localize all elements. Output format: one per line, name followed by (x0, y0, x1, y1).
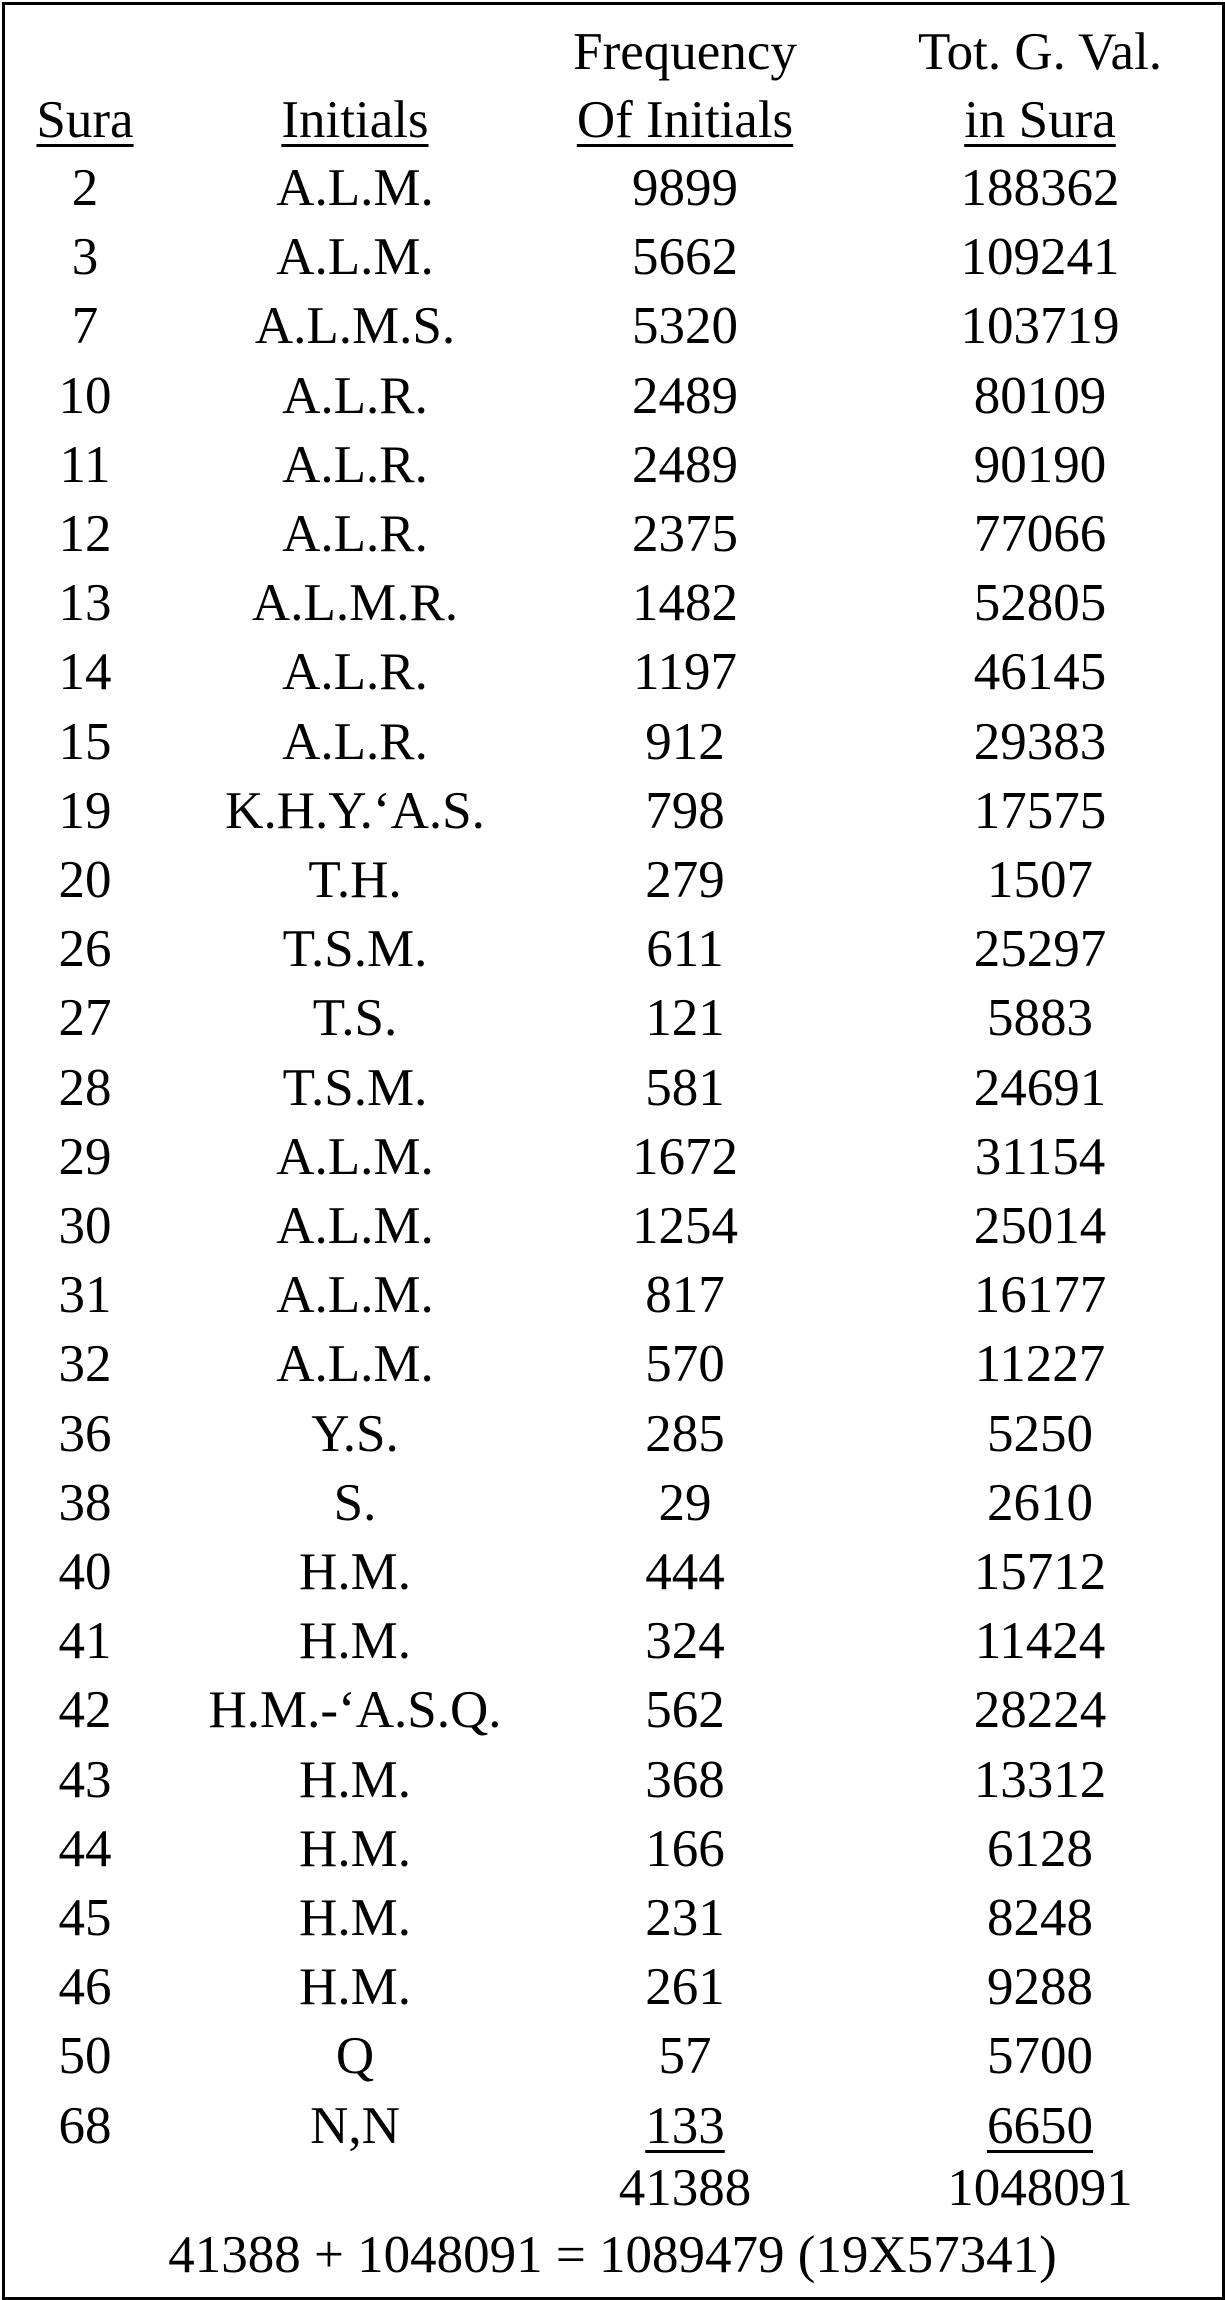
sura-cell (0, 1058, 170, 1118)
frequency-cell (545, 1473, 825, 1533)
header-frequency-cell (545, 90, 825, 150)
sura-cell-text: 44 (58, 1820, 112, 1878)
total-cell (860, 2026, 1220, 2086)
frequency-cell-text: 562 (645, 1681, 725, 1739)
initials-cell-text: Q (335, 2027, 375, 2085)
frequency-cell-text: 368 (645, 1751, 725, 1809)
total-cell (860, 1888, 1220, 1948)
sura-cell (0, 435, 170, 495)
initials-cell (185, 988, 525, 1048)
frequency-cell-text: 2489 (632, 436, 738, 494)
frequency-cell (545, 1196, 825, 1256)
sura-cell (0, 366, 170, 426)
initials-cell (185, 781, 525, 841)
total-cell (860, 435, 1220, 495)
frequency-cell (545, 1750, 825, 1810)
total-cell (860, 1473, 1220, 1533)
sura-cell (0, 1957, 170, 2017)
total-cell (860, 1127, 1220, 1187)
sura-cell (0, 1127, 170, 1187)
initials-cell-text: T.S. (312, 989, 398, 1047)
header-total-line1: Tot. G. Val. (917, 23, 1163, 81)
sura-cell (0, 2096, 170, 2156)
frequency-cell (545, 573, 825, 633)
total-cell-text: 5700 (987, 2027, 1093, 2085)
total-cell-text: 188362 (960, 159, 1120, 217)
initials-cell (185, 1750, 525, 1810)
frequency-cell-text: 1197 (632, 643, 738, 701)
total-cell-text: 109241 (960, 228, 1120, 286)
sura-cell-text: 2 (71, 159, 99, 217)
header-initials-cell (185, 90, 525, 150)
sura-cell (0, 1819, 170, 1879)
initials-cell (185, 435, 525, 495)
frequency-cell-text: 261 (645, 1958, 725, 2016)
frequency-cell (545, 1611, 825, 1671)
sura-cell (0, 712, 170, 772)
sura-cell (0, 504, 170, 564)
sura-cell-text: 11 (59, 436, 111, 494)
total-cell (860, 504, 1220, 564)
total-cell-text: 1507 (987, 851, 1093, 909)
frequency-cell (545, 1334, 825, 1394)
sura-cell (0, 988, 170, 1048)
total-cell (860, 573, 1220, 633)
sura-cell-text: 36 (58, 1405, 112, 1463)
initials-cell (185, 1680, 525, 1740)
initials-cell-text: A.L.R. (282, 436, 428, 494)
sura-cell-text: 43 (58, 1751, 112, 1809)
frequency-cell-text: 581 (645, 1059, 725, 1117)
initials-cell-text: H.M. (299, 1958, 411, 2016)
total-cell (860, 850, 1220, 910)
initials-cell-text: A.L.M.R. (251, 574, 459, 632)
header-sura: Sura (36, 91, 134, 149)
frequency-cell-text: 570 (645, 1335, 725, 1393)
sura-cell-text: 50 (58, 2027, 112, 2085)
initials-cell (185, 296, 525, 356)
total-cell (860, 296, 1220, 356)
initials-cell-text: H.M. (299, 1820, 411, 1878)
sura-cell-text: 19 (58, 782, 112, 840)
initials-cell-text: A.L.M. (276, 228, 434, 286)
header-frequency-line2: Of Initials (576, 91, 794, 149)
total-cell (860, 1680, 1220, 1740)
frequency-cell (545, 1404, 825, 1464)
initials-cell-text: N,N (310, 2097, 400, 2155)
total-cell (860, 988, 1220, 1048)
frequency-cell (545, 988, 825, 1048)
sura-cell-text: 14 (58, 643, 112, 701)
frequency-cell (545, 1542, 825, 1602)
summary-line: 41388 + 1048091 = 1089479 (19X57341) (168, 2226, 1057, 2284)
frequency-cell (545, 919, 825, 979)
frequency-cell-text: 1254 (632, 1197, 738, 1255)
total-cell-text: 25297 (973, 920, 1107, 978)
total-cell (860, 1819, 1220, 1879)
total-cell-text: 52805 (973, 574, 1107, 632)
sura-cell (0, 1750, 170, 1810)
total-cell (860, 1957, 1220, 2017)
initials-cell (185, 1957, 525, 2017)
total-cell-text: 29383 (973, 713, 1107, 771)
total-cell (860, 1196, 1220, 1256)
total-gematria: 1048091 (947, 2159, 1133, 2217)
sura-cell-text: 38 (58, 1474, 112, 1532)
total-cell-text: 11227 (974, 1335, 1106, 1393)
sura-cell (0, 919, 170, 979)
initials-cell-text: A.L.R. (282, 367, 428, 425)
initials-cell-text: T.H. (308, 851, 402, 909)
frequency-cell (545, 1265, 825, 1325)
initials-cell-text: A.L.M. (276, 1197, 434, 1255)
initials-cell-text: S. (333, 1474, 377, 1532)
initials-cell-text: H.M. (299, 1751, 411, 1809)
total-cell-text: 5883 (987, 989, 1093, 1047)
total-cell (860, 1058, 1220, 1118)
initials-cell-text: H.M. (299, 1612, 411, 1670)
frequency-cell (545, 2096, 825, 2156)
total-cell (860, 158, 1220, 218)
sura-cell (0, 781, 170, 841)
total-cell (860, 1265, 1220, 1325)
frequency-cell-text: 285 (645, 1405, 725, 1463)
sura-cell-text: 45 (58, 1889, 112, 1947)
total-cell (860, 227, 1220, 287)
total-cell-text: 17575 (973, 782, 1107, 840)
frequency-cell (545, 296, 825, 356)
sura-cell (0, 642, 170, 702)
initials-cell-text: T.S.M. (282, 920, 428, 978)
total-frequency: 41388 (618, 2159, 752, 2217)
sura-cell (0, 227, 170, 287)
sura-cell (0, 158, 170, 218)
sura-cell-text: 15 (58, 713, 112, 771)
initials-cell-text: A.L.M. (276, 1266, 434, 1324)
initials-cell-text: A.L.R. (282, 643, 428, 701)
initials-cell (185, 1888, 525, 1948)
header-initials: Initials (281, 91, 429, 149)
total-cell-text: 80109 (973, 367, 1107, 425)
initials-cell (185, 1058, 525, 1118)
sura-cell-text: 12 (58, 505, 112, 563)
frequency-cell (545, 1058, 825, 1118)
initials-cell (185, 2096, 525, 2156)
frequency-cell (545, 504, 825, 564)
total-cell-text: 6650 (987, 2097, 1093, 2155)
initials-cell-text: A.L.M. (276, 1128, 434, 1186)
header-sura-cell (0, 90, 170, 150)
initials-cell (185, 712, 525, 772)
initials-cell (185, 1542, 525, 1602)
total-cell-text: 6128 (987, 1820, 1093, 1878)
sura-cell-text: 27 (58, 989, 112, 1047)
frequency-cell (545, 1680, 825, 1740)
total-cell (860, 1404, 1220, 1464)
initials-cell-text: A.L.R. (282, 713, 428, 771)
frequency-cell (545, 227, 825, 287)
frequency-cell (545, 2026, 825, 2086)
frequency-cell-text: 231 (645, 1889, 725, 1947)
frequency-cell-text: 2489 (632, 367, 738, 425)
sura-cell-text: 20 (58, 851, 112, 909)
total-cell-text: 24691 (973, 1059, 1107, 1117)
initials-cell-text: H.M. (299, 1543, 411, 1601)
sura-cell-text: 32 (58, 1335, 112, 1393)
initials-cell-text: K.H.Y.‘A.S. (225, 782, 485, 840)
sura-cell (0, 1196, 170, 1256)
total-cell (860, 1611, 1220, 1671)
total-cell (860, 642, 1220, 702)
total-cell (860, 1750, 1220, 1810)
initials-cell (185, 1196, 525, 1256)
total-cell-text: 25014 (973, 1197, 1107, 1255)
sura-cell (0, 850, 170, 910)
initials-cell-text: A.L.M.S. (254, 297, 456, 355)
frequency-cell-text: 279 (645, 851, 725, 909)
frequency-cell-text: 1672 (632, 1128, 738, 1186)
initials-cell (185, 2026, 525, 2086)
total-cell-text: 16177 (973, 1266, 1107, 1324)
total-cell (860, 366, 1220, 426)
total-cell-text: 13312 (973, 1751, 1107, 1809)
sura-cell-text: 28 (58, 1059, 112, 1117)
initials-cell (185, 1265, 525, 1325)
frequency-cell-text: 912 (645, 713, 725, 771)
sura-cell (0, 1334, 170, 1394)
initials-cell (185, 1819, 525, 1879)
sura-cell (0, 1680, 170, 1740)
initials-cell (185, 1404, 525, 1464)
frequency-cell (545, 1127, 825, 1187)
initials-cell-text: T.S.M. (282, 1059, 428, 1117)
initials-cell (185, 850, 525, 910)
frequency-cell-text: 2375 (632, 505, 738, 563)
frequency-cell-text: 444 (645, 1543, 725, 1601)
frequency-cell (545, 1888, 825, 1948)
sura-cell-text: 31 (58, 1266, 112, 1324)
initials-cell (185, 504, 525, 564)
sura-cell-text: 42 (58, 1681, 112, 1739)
sura-cell (0, 2026, 170, 2086)
total-cell-text: 77066 (973, 505, 1107, 563)
initials-cell (185, 1127, 525, 1187)
total-cell (860, 712, 1220, 772)
initials-cell (185, 1611, 525, 1671)
frequency-cell-text: 5662 (632, 228, 738, 286)
frequency-cell (545, 642, 825, 702)
initials-cell-text: Y.S. (311, 1405, 399, 1463)
total-cell-text: 9288 (987, 1958, 1093, 2016)
initials-cell (185, 919, 525, 979)
initials-cell (185, 573, 525, 633)
initials-cell (185, 227, 525, 287)
frequency-cell-text: 57 (658, 2027, 712, 2085)
sura-cell-text: 40 (58, 1543, 112, 1601)
sura-cell-text: 30 (58, 1197, 112, 1255)
sura-cell (0, 1542, 170, 1602)
sura-cell-text: 10 (58, 367, 112, 425)
sura-cell-text: 13 (58, 574, 112, 632)
frequency-cell-text: 29 (658, 1474, 712, 1532)
sura-cell-text: 7 (71, 297, 99, 355)
total-cell-text: 90190 (973, 436, 1107, 494)
sura-cell-text: 3 (71, 228, 99, 286)
frequency-cell-text: 611 (646, 920, 724, 978)
frequency-cell (545, 158, 825, 218)
header-total-cell (860, 90, 1220, 150)
sura-cell-text: 46 (58, 1958, 112, 2016)
initials-cell-text: A.L.M. (276, 1335, 434, 1393)
total-cell (860, 919, 1220, 979)
frequency-cell-text: 9899 (632, 159, 738, 217)
total-cell-text: 2610 (987, 1474, 1093, 1532)
frequency-cell-text: 5320 (632, 297, 738, 355)
frequency-cell-text: 324 (645, 1612, 725, 1670)
sura-cell-text: 29 (58, 1128, 112, 1186)
frequency-cell-text: 166 (645, 1820, 725, 1878)
header-total-line2: in Sura (964, 91, 1116, 149)
frequency-cell (545, 850, 825, 910)
initials-cell (185, 1473, 525, 1533)
total-cell (860, 2096, 1220, 2156)
sura-cell-text: 68 (58, 2097, 112, 2155)
total-cell-text: 46145 (973, 643, 1107, 701)
sura-cell (0, 1265, 170, 1325)
initials-cell-text: A.L.M. (276, 159, 434, 217)
frequency-cell-text: 1482 (632, 574, 738, 632)
total-cell (860, 1334, 1220, 1394)
sura-cell-text: 41 (58, 1612, 112, 1670)
total-cell-text: 11424 (974, 1612, 1106, 1670)
total-cell (860, 781, 1220, 841)
initials-cell-text: H.M. (299, 1889, 411, 1947)
frequency-cell (545, 1957, 825, 2017)
total-cell-text: 28224 (973, 1681, 1107, 1739)
total-cell-text: 103719 (960, 297, 1120, 355)
sura-cell (0, 296, 170, 356)
total-cell-text: 8248 (987, 1889, 1093, 1947)
frequency-cell (545, 781, 825, 841)
total-cell (860, 1542, 1220, 1602)
total-cell-text: 31154 (974, 1128, 1106, 1186)
initials-cell (185, 642, 525, 702)
initials-cell (185, 366, 525, 426)
frequency-cell-text: 798 (645, 782, 725, 840)
total-cell-text: 5250 (987, 1405, 1093, 1463)
sura-cell (0, 573, 170, 633)
initials-cell-text: H.M.-‘A.S.Q. (208, 1681, 502, 1739)
initials-cell (185, 1334, 525, 1394)
frequency-cell (545, 712, 825, 772)
frequency-cell-text: 817 (645, 1266, 725, 1324)
sura-cell (0, 1473, 170, 1533)
initials-cell (185, 158, 525, 218)
initials-cell-text: A.L.R. (282, 505, 428, 563)
frequency-cell-text: 121 (645, 989, 725, 1047)
sura-cell (0, 1404, 170, 1464)
frequency-cell (545, 366, 825, 426)
frequency-cell (545, 1819, 825, 1879)
header-frequency-line1: Frequency (573, 23, 797, 81)
sura-cell (0, 1888, 170, 1948)
frequency-cell-text: 133 (645, 2097, 725, 2155)
total-cell-text: 15712 (973, 1543, 1107, 1601)
frequency-cell (545, 435, 825, 495)
sura-cell-text: 26 (58, 920, 112, 978)
sura-cell (0, 1611, 170, 1671)
